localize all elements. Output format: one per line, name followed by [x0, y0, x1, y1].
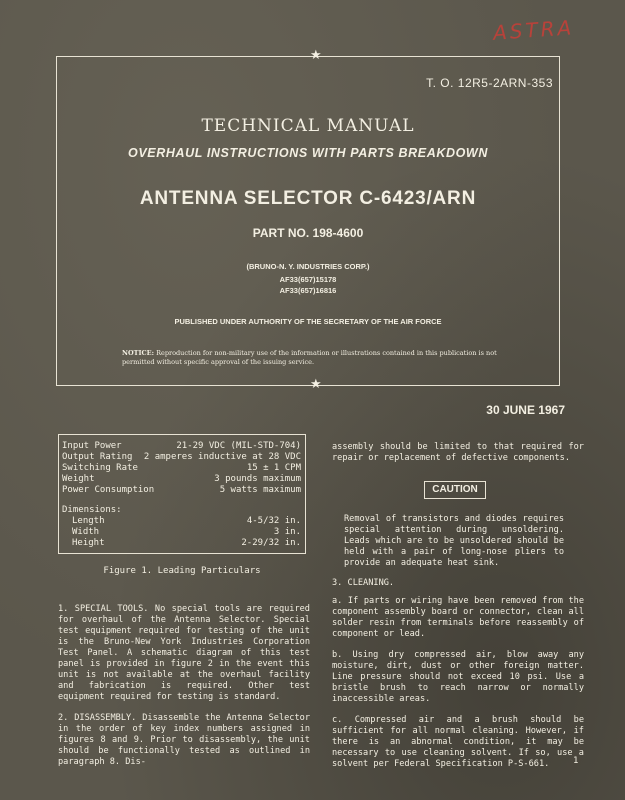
cleaning-step-c: c. Compressed air and a brush should be sufficient for all normal cleaning. However, if there is an abnormal condition, it may be necessary to use cleaning solvent. If so, use a solvent per Federal Specification P-S-661. [332, 715, 584, 769]
dimension-row [62, 538, 301, 549]
notice-text: Reproduction for non-military use of the information or illustrations contained in this publication is not permitted without specific approval of the issuing service. [122, 349, 497, 366]
spec-row [62, 441, 301, 452]
star-bottom-icon: ★ [310, 377, 322, 392]
spec-row [62, 452, 301, 463]
manufacturer: (BRUNO-N. Y. INDUSTRIES CORP.) [246, 262, 370, 271]
cleaning-paragraphs [332, 596, 584, 780]
cleaning-step-a: a. If parts or wiring have been removed from the component assembly board or connector, clean all solder resin from terminals before reassembly of component or lead. [332, 596, 584, 639]
paragraph-disassembly: 2. DISASSEMBLY. Disassemble the Antenna Selector in the order of key index numbers assigned in figures 8 and 9. Prior to disassembly, the unit should be functionally tested as outlined in paragraph 8. Dis- [58, 713, 310, 767]
cover-frame [56, 56, 560, 386]
figure-caption: Figure 1. Leading Particulars [103, 566, 261, 576]
page-number: 1 [573, 756, 579, 766]
dimensions-label: Dimensions: [62, 505, 122, 515]
manual-title: TECHNICAL MANUAL [201, 116, 415, 136]
spec-row [62, 485, 301, 496]
dimension-label: Height [72, 538, 105, 548]
notice [122, 349, 522, 367]
spec-row [62, 463, 301, 474]
part-number: PART NO. 198-4600 [252, 226, 364, 240]
spec-label: Power Consumption [62, 485, 155, 495]
handwritten-stamp: ASTRA [492, 15, 575, 45]
manual-subtitle: OVERHAUL INSTRUCTIONS WITH PARTS BREAKDOWN [128, 146, 488, 160]
paragraph-special-tools: 1. SPECIAL TOOLS. No special tools are required for overhaul of the Antenna Selector. Special test equipment required for testing of the unit is the Bruno-New York Industries Corporation Test Panel. A schematic diagram of this test panel is provided in figure 2 in the event this unit is not available at the overhaul facility and fabrication is required. Other test equipment required for testing is standard. [58, 604, 310, 702]
cleaning-heading: 3. CLEANING. [332, 578, 395, 588]
dimension-value: 2-29/32 in. [241, 538, 301, 548]
spec-label: Switching Rate [62, 463, 138, 473]
spec-value: 5 watts maximum [219, 485, 301, 495]
spec-value: 21-29 VDC (MIL-STD-704) [176, 441, 301, 451]
dimension-row [62, 516, 301, 527]
spec-value: 15 ± 1 CPM [246, 463, 301, 473]
to-number: T. O. 12R5-2ARN-353 [426, 76, 553, 90]
authority-statement: PUBLISHED UNDER AUTHORITY OF THE SECRETARY OF THE AIR FORCE [174, 317, 442, 326]
caution-text: Removal of transistors and diodes requires special attention during unsoldering. Leads which are to be unsoldered should be held with a pair of long-nose pliers to provide an adequate heat sink. [344, 514, 564, 568]
dimension-value: 4-5/32 in. [246, 516, 301, 526]
spec-label: Weight [62, 474, 95, 484]
spec-value: 2 amperes inductive at 28 VDC [143, 452, 301, 462]
caution-label: CAUTION [424, 481, 486, 499]
star-top-icon: ★ [310, 48, 322, 63]
right-column-top [332, 442, 584, 464]
spec-label: Input Power [62, 441, 122, 451]
spec-row [62, 474, 301, 485]
cleaning-step-b: b. Using dry compressed air, blow away any moisture, dirt, dust or other foreign matter. Line pressure should not exceed 10 psi. Use a bristle brush to reach narrow or normally inaccessible areas. [332, 650, 584, 704]
dimension-label: Width [72, 527, 100, 537]
leading-particulars-table [58, 434, 306, 554]
publication-date: 30 JUNE 1967 [486, 403, 565, 417]
spec-label: Output Rating [62, 452, 133, 462]
dimension-value: 3 in. [273, 527, 301, 537]
notice-label: NOTICE: [122, 349, 155, 357]
paragraph-disassembly-continued: assembly should be limited to that required for repair or replacement of defective components. [332, 442, 584, 463]
dimension-row [62, 527, 301, 538]
equipment-name: ANTENNA SELECTOR C-6423/ARN [139, 188, 477, 209]
dimension-label: Length [72, 516, 105, 526]
spec-value: 3 pounds maximum [214, 474, 301, 484]
contract-number-2: AF33(657)16816 [279, 286, 337, 295]
left-column [58, 604, 310, 768]
contract-number-1: AF33(657)15178 [279, 275, 337, 284]
